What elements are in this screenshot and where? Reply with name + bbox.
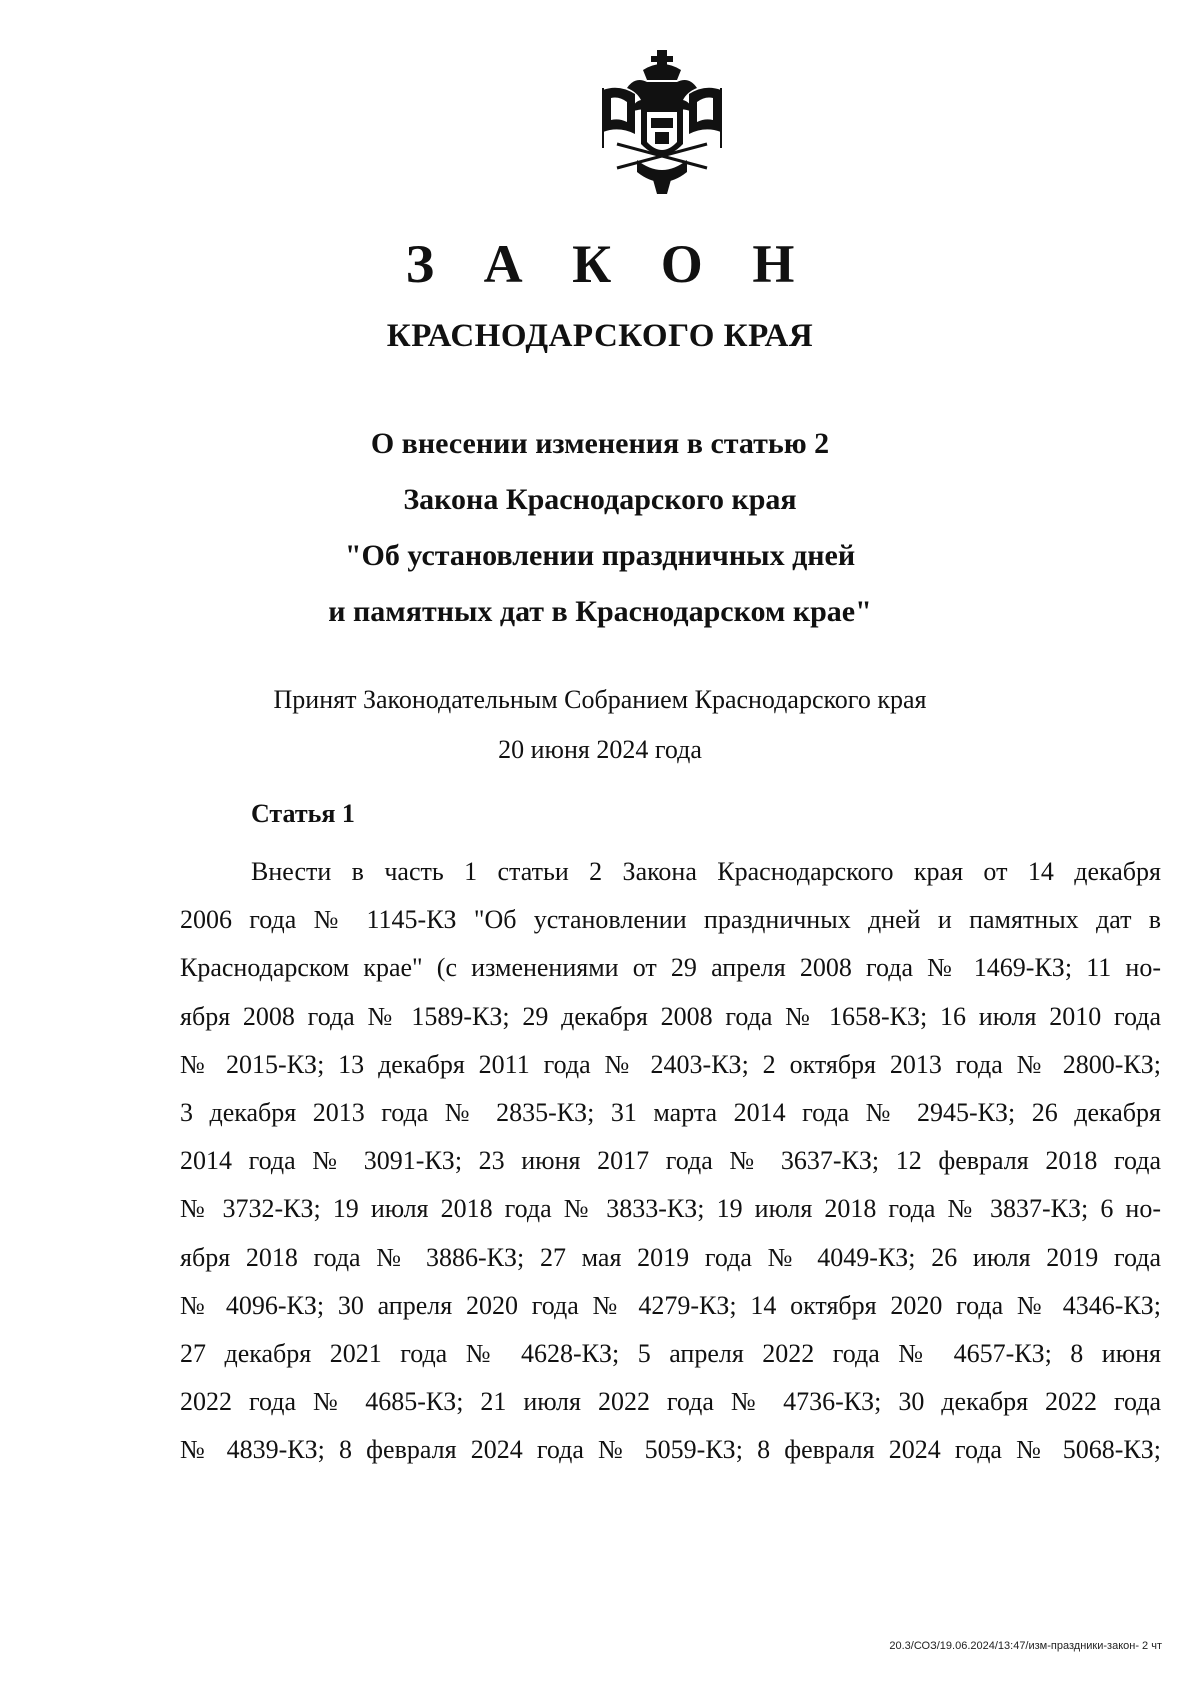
article-body [180,848,1161,1474]
article-text-line: 2022 года № 4685-КЗ; 21 июля 2022 года № 4736-КЗ; 30 декабря 2022 года [180,1387,1161,1417]
article-text-line: № 2015-КЗ; 13 декабря 2011 года № 2403-КЗ; 2 октября 2013 года № 2800-КЗ; [180,1049,1161,1079]
document-footer-stamp: 20.3/СОЗ/19.06.2024/13:47/изм-праздники-закон- 2 чт [889,1640,1162,1652]
adoption-body: Принят Законодательным Собранием Краснодарского края [273,685,927,714]
krasnodar-krai-coat-of-arms-icon [597,48,727,196]
article-text-line: Внести в часть 1 статьи 2 Закона Краснодарского края от 14 декабря [251,857,1161,886]
subject-line: "Об установлении праздничных дней [344,539,856,572]
article-text-line: Краснодарском крае" (с изменениями от 29 апреля 2008 года № 1469-КЗ; 11 но- [180,953,1161,983]
article-text-line: № 4096-КЗ; 30 апреля 2020 года № 4279-КЗ; 14 октября 2020 года № 4346-КЗ; [180,1290,1161,1320]
issuing-region-title: КРАСНОДАРСКОГО КРАЯ [386,318,814,354]
subject-line: и памятных дат в Краснодарском крае" [328,595,872,628]
adoption-date: 20 июня 2024 года [498,735,702,764]
adoption-note [0,675,1200,775]
subject-line: Закона Краснодарского края [403,483,797,516]
article-heading: Статья 1 [251,799,355,828]
article-text-line: 2006 года № 1145-КЗ "Об установлении праздничных дней и памятных дат в [180,905,1161,935]
article-text-line: 27 декабря 2021 года № 4628-КЗ; 5 апреля 2022 года № 4657-КЗ; 8 июня [180,1338,1161,1368]
article-text-line: № 4839-КЗ; 8 февраля 2024 года № 5059-КЗ; 8 февраля 2024 года № 5068-КЗ; [180,1435,1161,1465]
document-type-title: З А К О Н [405,234,813,294]
subject-line: О внесении изменения в статью 2 [370,427,830,460]
law-subject-title [0,416,1200,640]
article-text-line: 3 декабря 2013 года № 2835-КЗ; 31 марта 2014 года № 2945-КЗ; 26 декабря [180,1097,1161,1127]
article-text-line: № 3732-КЗ; 19 июля 2018 года № 3833-КЗ; 19 июля 2018 года № 3837-КЗ; 6 но- [180,1194,1161,1224]
article-text-line: ября 2018 года № 3886-КЗ; 27 мая 2019 года № 4049-КЗ; 26 июля 2019 года [180,1242,1161,1272]
article-text-line: ября 2008 года № 1589-КЗ; 29 декабря 2008 года № 1658-КЗ; 16 июля 2010 года [180,1001,1161,1031]
article-text-line: 2014 года № 3091-КЗ; 23 июня 2017 года № 3637-КЗ; 12 февраля 2018 года [180,1146,1161,1176]
